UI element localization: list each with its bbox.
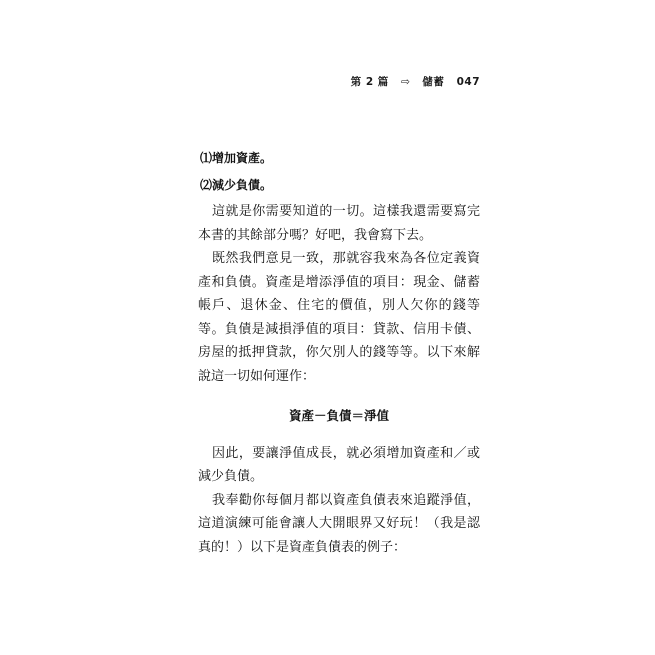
paragraph-intro: 這就是你需要知道的一切。這樣我還需要寫完本書的其餘部分嗎？好吧，我會寫下去。 xyxy=(198,204,480,243)
list-item-reduce-liabilities: ⑵減少負債。 xyxy=(200,177,273,192)
net-worth-formula: 資產－負債＝淨值 xyxy=(288,408,389,423)
arrow-icon: ⇨ xyxy=(400,76,411,88)
running-header xyxy=(0,74,480,89)
chapter-label: 第 2 篇 xyxy=(350,76,389,88)
paragraph-definitions: 既然我們意見一致，那就容我來為各位定義資產和負債。資產是增添淨值的項目：現金、儲蓄帳戶、退休金、住宅的價值，別人欠你的錢等等。負債是減損淨值的項目：貸款、信用卡債、房屋的抵押貸款，你欠別人的錢等等。以下來解說這一切如何運作： xyxy=(198,251,480,384)
section-title: 儲蓄 xyxy=(422,76,445,88)
body-text xyxy=(198,147,480,559)
paragraph-balance-sheet: 我奉勸你每個月都以資產負債表來追蹤淨值，這道演練可能會讓人大開眼界又好玩！（我是認真的！）以下是資產負債表的例子： xyxy=(198,492,480,555)
paragraph-growth: 因此，要讓淨值成長，就必須增加資產和／或減少負債。 xyxy=(198,445,480,484)
page-number: 047 xyxy=(456,76,480,88)
list-item-increase-assets: ⑴增加資產。 xyxy=(200,151,273,165)
